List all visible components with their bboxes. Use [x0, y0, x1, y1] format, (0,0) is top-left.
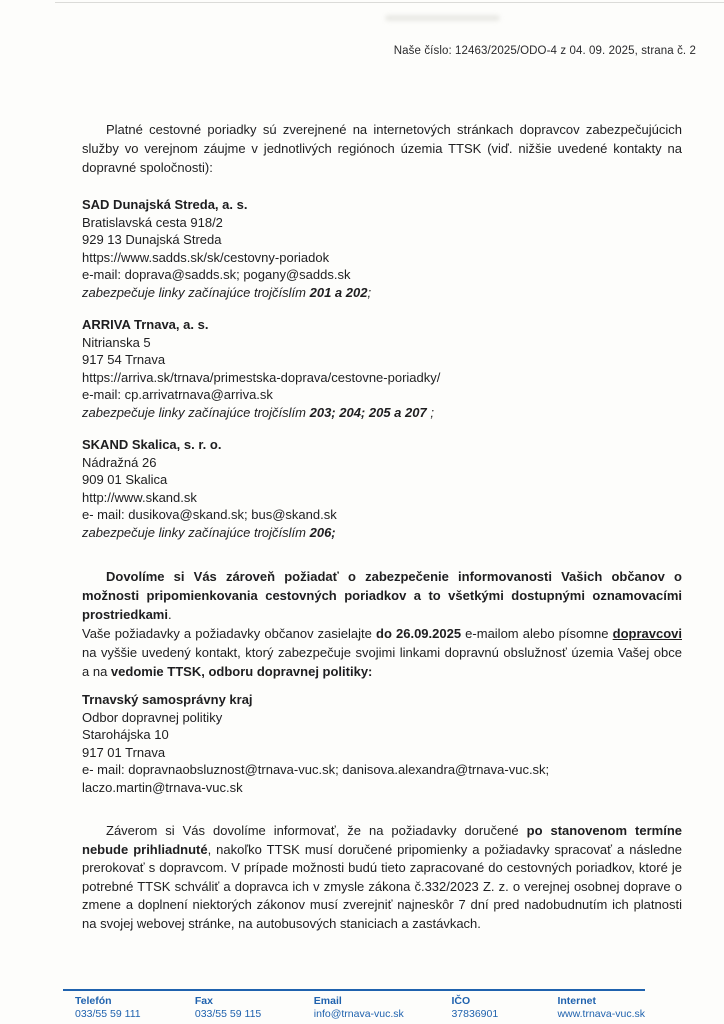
ttsk-contact-block — [82, 691, 682, 796]
carrier-lines-note: zabezpečuje linky začínajúce trojčíslím 201 a 202; — [82, 284, 372, 300]
carrier-street: Nádražná 26 — [82, 454, 157, 470]
letter-body — [82, 120, 682, 933]
carrier-name: ARRIVA Trnava, a. s. — [82, 317, 209, 332]
scan-artifact-smudge — [385, 15, 500, 21]
carrier-city: 909 01 Skalica — [82, 472, 168, 487]
footer-email-value: info@trnava-vuc.sk — [313, 1008, 404, 1020]
footer-ico-value: 37836901 — [451, 1008, 499, 1020]
ttsk-name: Trnavský samosprávny kraj — [82, 692, 253, 707]
carrier-city: 929 13 Dunajská Streda — [82, 232, 222, 247]
carrier-email: e-mail: cp.arrivatrnava@arriva.sk — [82, 387, 273, 402]
footer-internet-value: www.trnava-vuc.sk — [557, 1008, 645, 1020]
carrier-url: http://www.skand.sk — [82, 489, 197, 505]
carrier-name: SKAND Skalica, s. r. o. — [82, 437, 222, 452]
intro-paragraph: Platné cestovné poriadky sú zverejnené na internetových stránkach dopravcov zabezpečujúcich služby vo verejnom záujme v jednotlivých regiónoch územia TTSK (viď. nižšie uvedené kontakty na dopravné spoločnosti): — [82, 122, 682, 175]
footer-contact-row — [63, 995, 645, 1021]
footer-phone-label: Telefón — [75, 995, 112, 1007]
carrier-street: Bratislavská cesta 918/2 — [82, 214, 223, 230]
footer-email-label: Email — [313, 995, 342, 1007]
ttsk-department: Odbor dopravnej politiky — [82, 709, 223, 725]
carrier-url: https://arriva.sk/trnava/primestska-doprava/cestovne-poriadky/ — [82, 369, 441, 385]
footer-fax — [195, 995, 314, 1021]
carrier-block-sadds — [82, 196, 682, 301]
carrier-email: e- mail: dusikova@skand.sk; bus@skand.sk — [82, 507, 337, 522]
letterhead-footer — [63, 989, 645, 1021]
carrier-name: SAD Dunajská Streda, a. s. — [82, 197, 248, 212]
closing-paragraph: Záverom si Vás dovolíme informovať, že na požiadavky doručené po stanovenom termíne nebude prihliadnuté, nakoľko TTSK musí doručené pripomienky a požiadavky spracovať a následne prerokovať s dopravcom. V prípade možnosti budú tieto zapracované do cestovných poriadkov, ktoré je potrebné TTSK schváliť a dopravca ich v zmysle zákona č.332/2023 Z. z. o verejnej osobnej doprave o zmene a doplnení niektorých zákonov musí zverejniť najneskôr 7 dní pred nadobudnutím ich platnosti na svojej webovej stránke, na autobusových staniciach a zastávkach. — [82, 823, 682, 931]
footer-ico-label: IČO — [451, 995, 471, 1007]
carrier-email: e-mail: doprava@sadds.sk; pogany@sadds.sk — [82, 267, 351, 282]
footer-internet-label: Internet — [557, 995, 596, 1007]
ttsk-street: Starohájska 10 — [82, 727, 169, 742]
footer-email — [314, 995, 452, 1021]
footer-phone — [75, 995, 195, 1021]
carrier-lines-note: zabezpečuje linky začínajúce trojčíslím 206; — [82, 524, 336, 540]
carrier-block-skand — [82, 436, 682, 541]
ttsk-email-line2: laczo.martin@trnava-vuc.sk — [82, 779, 243, 795]
ttsk-city: 917 01 Trnava — [82, 744, 166, 760]
carrier-city: 917 54 Trnava — [82, 352, 166, 367]
footer-internet — [557, 995, 645, 1021]
footer-phone-value: 033/55 59 111 — [75, 1008, 141, 1020]
footer-fax-value: 033/55 59 115 — [194, 1008, 262, 1020]
carrier-url: https://www.sadds.sk/sk/cestovny-poriadok — [82, 249, 330, 265]
footer-fax-label: Fax — [194, 995, 213, 1007]
carrier-street: Nitrianska 5 — [82, 334, 151, 350]
request-details-paragraph: Vaše požiadavky a požiadavky občanov zasielajte do 26.09.2025 e-mailom alebo písomne dopravcovi na vyššie uvedený kontakt, ktorý zabezpečuje svojimi linkami dopravnú obslužnosť územia Vašej obce a na vedomie TTSK, odboru dopravnej politiky: — [82, 626, 682, 679]
carrier-block-arriva — [82, 316, 682, 421]
page-ref: Naše číslo: 12463/2025/ODO-4 z 04. 09. 2025, strana č. 2 — [393, 45, 696, 57]
scan-artifact-line — [55, 2, 724, 3]
footer-ico — [451, 995, 557, 1021]
carrier-lines-note: zabezpečuje linky začínajúce trojčíslím 203; 204; 205 a 207 ; — [82, 404, 434, 420]
ttsk-email-line1: e- mail: dopravnaobsluznost@trnava-vuc.sk; danisova.alexandra@trnava-vuc.sk; — [82, 762, 550, 777]
request-paragraph: Dovolíme si Vás zároveň požiadať o zabezpečenie informovanosti Vašich občanov o možnosti pripomienkovania cestovných poriadkov a to všetkými dostupnými oznamovacími prostriedkami. — [82, 569, 682, 622]
